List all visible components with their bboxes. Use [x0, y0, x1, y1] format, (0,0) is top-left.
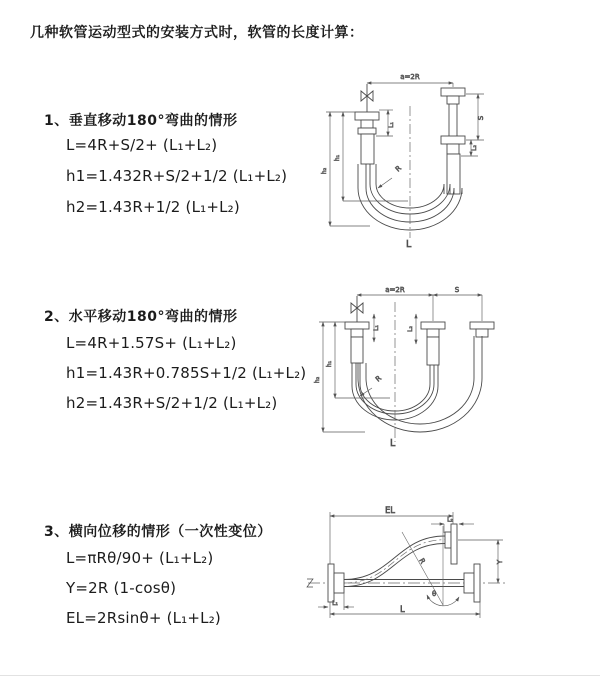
right-fitting-displaced	[470, 322, 494, 337]
dim-label-s: S	[477, 115, 485, 121]
dim-label-h1: h₁	[334, 154, 341, 162]
dim-label-l2: L₂	[407, 326, 414, 332]
diagram-1-vertical-bend	[312, 66, 597, 261]
section-2-heading: 2、水平移动180°弯曲的情形	[44, 309, 238, 325]
dim-label-h2: h₂	[314, 376, 321, 384]
dim-label-h2: h₂	[321, 167, 328, 175]
dim-label-a2r: a=2R	[385, 286, 405, 294]
hose-drawing	[345, 296, 494, 442]
hose-drawing	[355, 84, 465, 238]
formula-line: L=πRθ/90+ (L₁+L₂)	[66, 549, 214, 567]
formula-line: L=4R+1.57S+ (L₁+L₂)	[66, 334, 237, 352]
formula-line: Y=2R (1-cosθ)	[66, 579, 177, 597]
braid-section	[427, 337, 439, 365]
diagram-2-horizontal-bend	[310, 280, 600, 452]
dim-label-l2: L₂	[471, 145, 478, 151]
dim-label-y: Y	[496, 559, 504, 565]
dim-label-l1: L₁	[373, 325, 380, 331]
left-flange	[328, 564, 344, 602]
page-title: 几种软管运动型式的安装方式时，软管的长度计算：	[30, 25, 364, 41]
section-3-heading: 3、横向位移的情形（一次性变位）	[44, 524, 272, 540]
displaced-hose-position	[344, 524, 457, 587]
angle-label: θ	[432, 590, 437, 598]
diagram-3-lateral-displacement	[298, 502, 598, 647]
length-label: L	[406, 239, 412, 250]
dim-label-el: EL	[384, 506, 396, 516]
dim-label-l1: L₁	[332, 600, 338, 607]
length-label: L	[400, 605, 405, 615]
formula-line: h1=1.43R+0.785S+1/2 (L₁+L₂)	[66, 364, 307, 382]
formula-line: h2=1.43R+1/2 (L₁+L₂)	[66, 198, 240, 216]
hose-drawing	[307, 524, 505, 606]
length-label: L	[390, 438, 396, 449]
left-fitting	[345, 322, 369, 363]
right-fitting	[441, 88, 465, 194]
formula-line: h1=1.432R+S/2+1/2 (L₁+L₂)	[66, 167, 288, 185]
u-hose-curves	[352, 336, 482, 432]
formula-line: EL=2Rsinθ+ (L₁+L₂)	[66, 609, 221, 627]
dim-label-s: S	[454, 286, 460, 294]
dimension-lines	[314, 286, 482, 449]
left-fitting	[355, 112, 379, 164]
braid-section	[361, 134, 374, 164]
dim-label-h1: h₁	[326, 360, 333, 368]
radius-label: R	[374, 374, 384, 384]
radius-label: R	[393, 164, 403, 174]
formula-line: L=4R+S/2+ (L₁+L₂)	[66, 136, 218, 154]
formula-line: h2=1.43R+S/2+1/2 (L₁+L₂)	[66, 394, 278, 412]
radius-label: R	[417, 557, 427, 566]
dim-label-a2r: a=2R	[400, 73, 420, 81]
dim-label-l2: L₂	[447, 516, 453, 524]
radius-line	[402, 532, 443, 605]
middle-fitting	[421, 322, 445, 365]
braid-section	[447, 154, 460, 194]
braid-section	[351, 337, 363, 363]
section-1-heading: 1、垂直移动180°弯曲的情形	[44, 113, 238, 129]
dim-label-l1: L₁	[388, 122, 395, 128]
